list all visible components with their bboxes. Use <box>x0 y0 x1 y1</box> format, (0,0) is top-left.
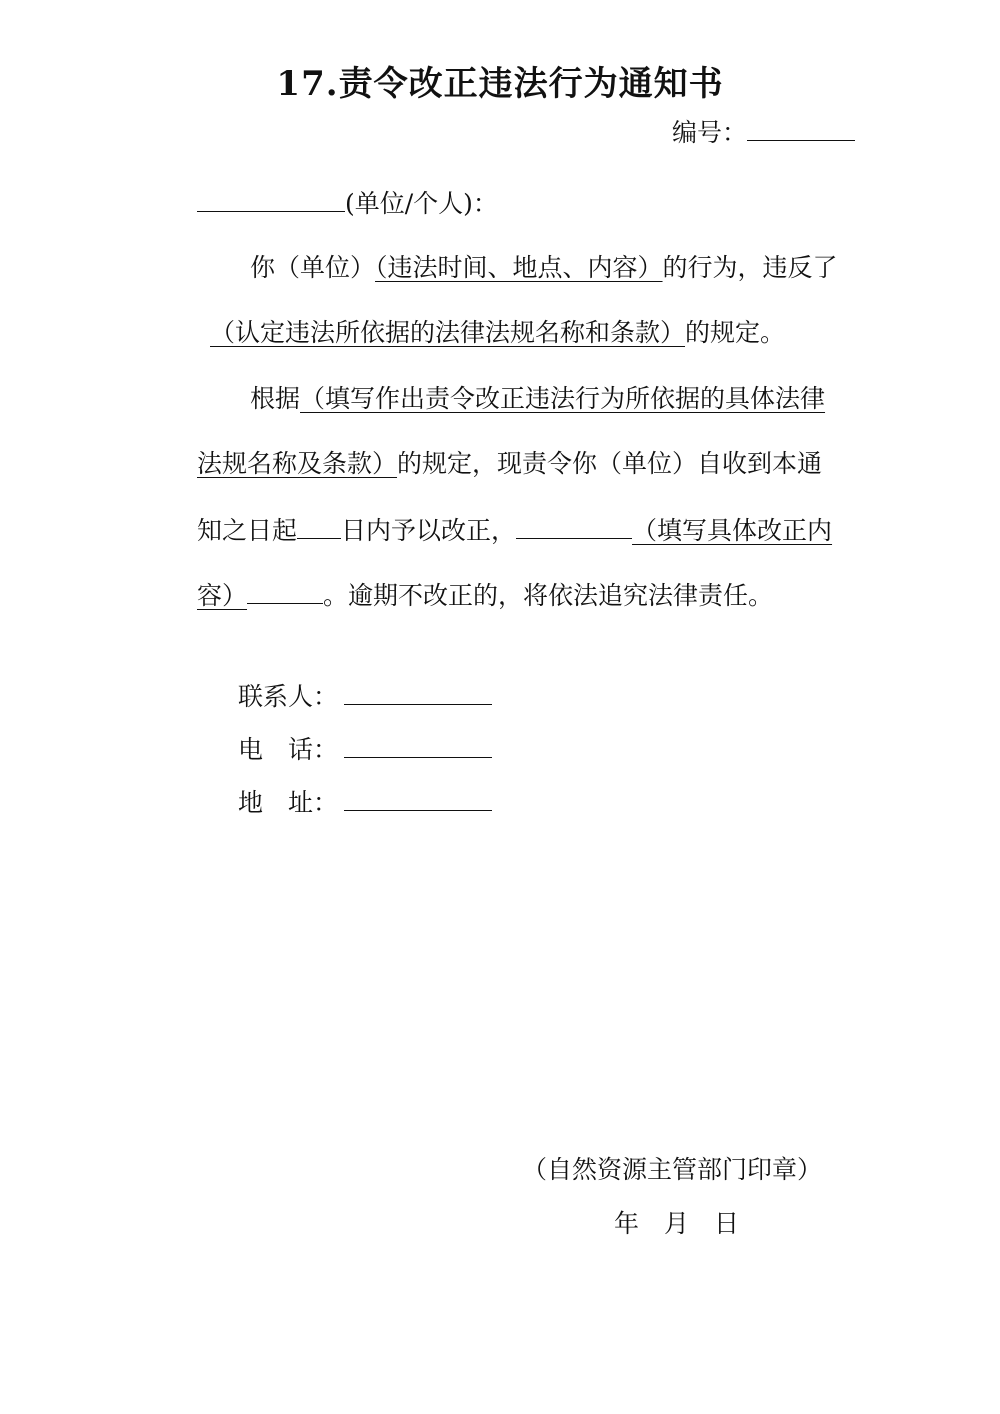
para2-line1 <box>250 382 825 416</box>
para2-line2 <box>197 447 822 481</box>
address-row <box>238 784 492 820</box>
contact-person-row <box>238 678 492 714</box>
para2-mid: 的规定，现责令你（单位）自收到本通 <box>397 449 823 478</box>
number-blank[interactable] <box>747 114 855 141</box>
law-basis: （认定违法所依据的法律法规名称和条款） <box>210 318 686 347</box>
para2-line3 <box>197 512 832 548</box>
addressee-blank[interactable] <box>197 185 345 212</box>
phone-blank[interactable] <box>344 731 492 758</box>
document-title: 17.责令改正违法行为通知书 <box>276 64 724 104</box>
seal-text: （自然资源主管部门印章） <box>522 1155 823 1184</box>
correction-content-line2: 容） <box>197 581 248 610</box>
address-label: 地 址： <box>238 788 339 817</box>
correction-blank[interactable] <box>516 512 632 539</box>
days-blank[interactable] <box>297 512 341 539</box>
date-line: 年 月 日 <box>614 1209 740 1238</box>
addressee-line <box>197 185 498 221</box>
contact-person-label: 联系人： <box>238 682 339 711</box>
correction-content-line1: （填写具体改正内 <box>632 516 833 545</box>
para1-line1 <box>250 251 838 285</box>
para2-end: 。逾期不改正的，将依法追究法律责任。 <box>323 581 774 610</box>
phone-row <box>238 731 492 767</box>
para2-line4 <box>197 577 773 613</box>
address-blank[interactable] <box>344 784 492 811</box>
para1-line2 <box>210 316 785 350</box>
days-suffix: 日内予以改正， <box>341 516 517 545</box>
number-label: 编号： <box>672 118 748 147</box>
number-line <box>672 114 855 150</box>
para1-prefix: 你（单位） <box>250 253 376 282</box>
para1-mid: 的行为，违反了 <box>662 253 838 282</box>
addressee-suffix: (单位/个人)： <box>345 189 498 218</box>
para2-prefix: 根据 <box>250 384 301 413</box>
phone-label: 电 话： <box>238 735 339 764</box>
para1-suffix: 的规定。 <box>685 318 786 347</box>
correction-blank-2[interactable] <box>247 577 323 604</box>
order-basis-line2: 法规名称及条款） <box>197 449 398 478</box>
days-prefix: 知之日起 <box>197 516 298 545</box>
violation-details: （违法时间、地点、内容） <box>375 253 663 282</box>
order-basis-line1: （填写作出责令改正违法行为所依据的具体法律 <box>300 384 826 413</box>
contact-person-blank[interactable] <box>344 678 492 705</box>
